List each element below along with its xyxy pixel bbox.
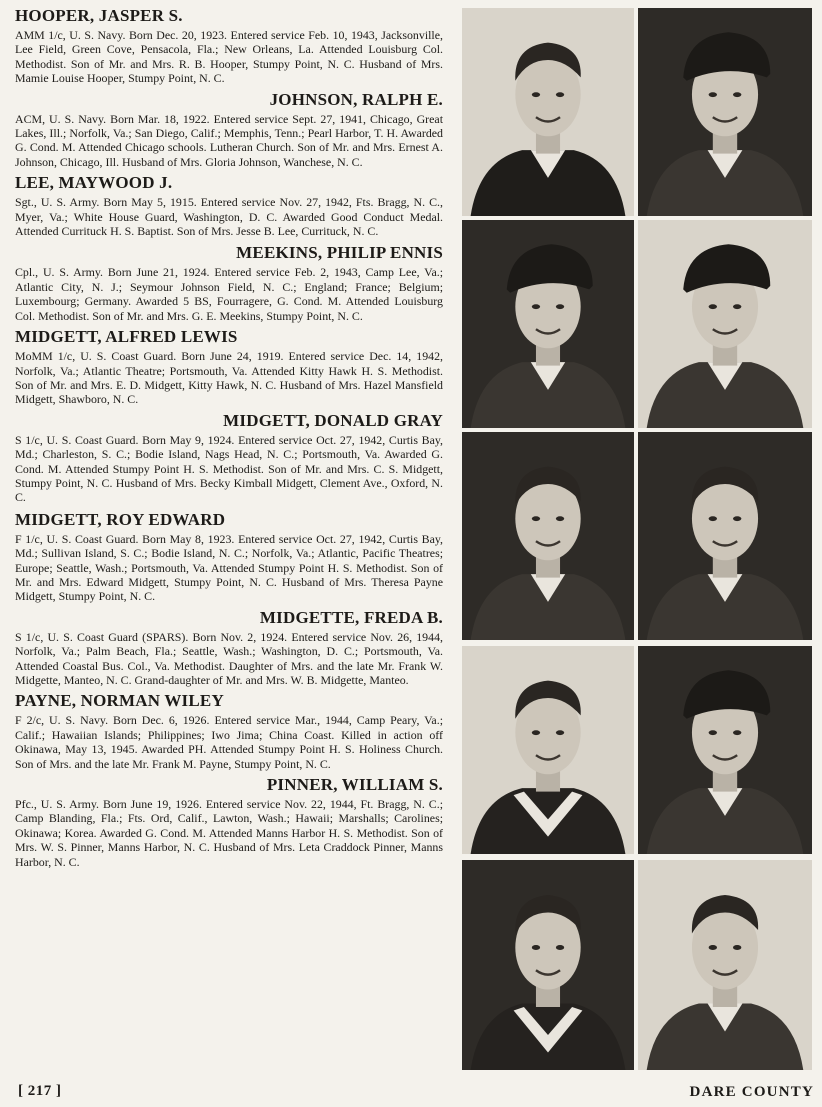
entry-pinner	[15, 775, 443, 869]
entry-midgett-donald	[15, 411, 443, 505]
portrait-eye	[733, 92, 741, 97]
entry-name: MIDGETT, ALFRED LEWIS	[15, 327, 238, 347]
entry-text: Sgt., U. S. Army. Born May 5, 1915. Entered service Nov. 27, 1942, Fts. Bragg, N. C., Myer, Va.; White House Guard, Washington, D. C. Awarded Good Conduct Medal. Attended Currituck H. S. Baptist. Son of Mrs. Jesse B. Lee, Currituck, N. C.	[15, 195, 443, 239]
portrait-eye	[709, 516, 717, 521]
portrait-eye	[532, 516, 540, 521]
entry-text: Pfc., U. S. Army. Born June 19, 1926. Entered service Nov. 22, 1944, Ft. Bragg, N. C.; Camp Blanding, Fla.; Fts. Ord, Calif., Lawton, Wash.; Hawaii; Marshalls; Carolines; Okinawa; Korea. Awarded G. Cond. M. Attended Manns Harbor H. S. Methodist. Son of Mrs. W. S. Pinner, Manns Harbor, N. C. Husband of Mrs. Leta Craddock Pinner, Manns Harbor, N. C.	[15, 797, 443, 869]
portrait-photo	[638, 646, 812, 854]
portrait-photo	[462, 220, 634, 428]
entry-text: Cpl., U. S. Army. Born June 21, 1924. Entered service Feb. 2, 1943, Camp Lee, Va.; Atlantic City, N. J.; Seymour Johnson Field, N. C.; England; France; Belgium; Luxembourg; Germany. Awarded 5 BS, Fourragere, G. Cond. M. Attended Louisburg Col. Methodist. Son of Mr. and Mrs. G. E. Meekins, Stumpy Point, N. C.	[15, 265, 443, 323]
entry-text: F 1/c, U. S. Coast Guard. Born May 8, 1923. Entered service Oct. 27, 1942, Curtis Bay, Md.; Sullivan Island, S. C.; Bodie Island, N. C.; Norfolk, Va.; Atlantic, Pacific Theatres; Europe; Seattle, Wash.; Portsmouth, Va. Attended Stumpy Point H. S. Methodist. Son of Mr. and Mrs. Edward Midgett, Stumpy Point, N. C. Husband of Mrs. Theresa Payne Midgett, Stumpy Point, N. C.	[15, 531, 443, 604]
entry-payne	[15, 691, 443, 771]
portrait-image	[462, 220, 634, 428]
portrait-eye	[556, 92, 564, 97]
portrait-eye	[556, 730, 564, 735]
entry-text: AMM 1/c, U. S. Navy. Born Dec. 20, 1923. Entered service Feb. 10, 1943, Jacksonville, Lee Field, Green Cove, Pensacola, Fla.; New Orleans, La. Attended Louisburg Col. Methodist. Son of Mr. and Mrs. R. B. Hooper, Stumpy Point, N. C. Husband of Mrs. Mamie Louise Hooper, Stumpy Point, N. C.	[15, 28, 443, 86]
entry-name: HOOPER, JASPER S.	[15, 6, 183, 25]
portrait-image	[638, 8, 812, 216]
entry-text: S 1/c, U. S. Coast Guard (SPARS). Born Nov. 2, 1924. Entered service Nov. 26, 1944, Norfolk, Va.; Palm Beach, Fla.; Seattle, Wash.; Washington, D. C.; Portsmouth, Va. Attended Coastal Bus. Col., Va. Methodist. Daughter of Mrs. and the late Mr. Frank W. Midgette, Manteo, N. C. Grand-daughter of Mr. and Mrs. W. B. Midgette, Manteo.	[15, 629, 443, 687]
portrait-image	[462, 646, 634, 854]
portrait-eye	[532, 945, 540, 950]
portrait-eye	[733, 516, 741, 521]
portrait-photo	[638, 860, 812, 1070]
entry-name: MEEKINS, PHILIP ENNIS	[236, 243, 443, 263]
entry-midgette-freda	[15, 608, 443, 688]
entry-name: PAYNE, NORMAN WILEY	[15, 691, 224, 711]
entry-hooper	[15, 6, 443, 86]
entry-name: MIDGETT, ROY EDWARD	[15, 509, 226, 529]
portrait-photo	[638, 432, 812, 640]
portrait-photo	[462, 646, 634, 854]
entry-name: JOHNSON, RALPH E.	[269, 89, 443, 109]
portrait-eye	[709, 730, 717, 735]
portrait-photo	[462, 860, 634, 1070]
entry-johnson	[15, 90, 443, 170]
portrait-image	[462, 8, 634, 216]
entry-meekins	[15, 243, 443, 323]
entry-name: LEE, MAYWOOD J.	[15, 173, 173, 193]
portrait-image	[638, 860, 812, 1070]
page-number: [ 217 ]	[18, 1083, 62, 1099]
portrait-eye	[709, 945, 717, 950]
portrait-eye	[532, 92, 540, 97]
entry-name: MIDGETTE, FREDA B.	[259, 607, 443, 627]
portrait-photo	[462, 8, 634, 216]
portrait-eye	[556, 304, 564, 309]
entry-text: ACM, U. S. Navy. Born Mar. 18, 1922. Entered service Sept. 27, 1941, Chicago, Great Lakes, Ill.; Norfolk, Va.; San Diego, Calif.; Memphis, Tenn.; Pearl Harbor, T. H. Awarded G. Cond. M. Attended Chicago schools. Lutheran Church. Son of Mr. and Mrs. Ernest A. Johnson, Chicago, Ill. Husband of Mrs. Gloria Johnson, Wanchese, N. C.	[15, 111, 443, 169]
entry-text: S 1/c, U. S. Coast Guard. Born May 9, 1924. Entered service Oct. 27, 1942, Curtis Bay, Md.; Charleston, S. C.; Bodie Island, Nags Head, N. C.; Portsmouth, Va. Awarded G. Cond. M. Attended Stumpy Point H. S. Methodist. Son of Mr. and Mrs. C. S. Midgett, Stumpy Point, N. C. Husband of Mrs. Becky Kimball Midgett, Clement Ave., Oxford, N. C.	[15, 432, 443, 505]
entries-column	[15, 6, 443, 869]
portrait-image	[462, 432, 634, 640]
portrait-image	[462, 860, 634, 1070]
portrait-eye	[556, 945, 564, 950]
entry-midgett-alfred	[15, 327, 443, 407]
portrait-eye	[709, 304, 717, 309]
portrait-eye	[733, 945, 741, 950]
county-label: DARE COUNTY	[689, 1084, 814, 1100]
portrait-eye	[556, 516, 564, 521]
entry-text: F 2/c, U. S. Navy. Born Dec. 6, 1926. Entered service Mar., 1944, Camp Peary, Va.; Calif.; Hawaiian Islands; Philippines; Iwo Jima; China Coast. Killed in action off Okinawa, May 13, 1945. Awarded PH. Attended Stumpy Point H. S. Holiness Church. Son of Mrs. and the late Mr. Frank M. Payne, Stumpy Point, N. C.	[15, 713, 443, 771]
portrait-eye	[709, 92, 717, 97]
portrait-image	[638, 432, 812, 640]
portrait-image	[638, 220, 812, 428]
portrait-eye	[733, 730, 741, 735]
photo-grid	[462, 8, 812, 1070]
portrait-eye	[532, 304, 540, 309]
portrait-photo	[638, 8, 812, 216]
entry-text: MoMM 1/c, U. S. Coast Guard. Born June 24, 1919. Entered service Dec. 14, 1942, Norfolk, Va.; Atlantic Theatre; Portsmouth, Va. Attended Kitty Hawk H. S. Methodist. Son of Mr. and Mrs. E. D. Midgett, Kitty Hawk, N. C. Husband of Mrs. Hazel Mansfield Midgett, Shawboro, N. C.	[15, 349, 443, 407]
entry-lee	[15, 173, 443, 238]
entry-name: PINNER, WILLIAM S.	[266, 775, 443, 795]
entry-name: MIDGETT, DONALD GRAY	[223, 410, 443, 430]
portrait-eye	[532, 730, 540, 735]
portrait-photo	[462, 432, 634, 640]
portrait-image	[638, 646, 812, 854]
entry-midgett-roy	[15, 510, 443, 604]
portrait-eye	[733, 304, 741, 309]
portrait-photo	[638, 220, 812, 428]
